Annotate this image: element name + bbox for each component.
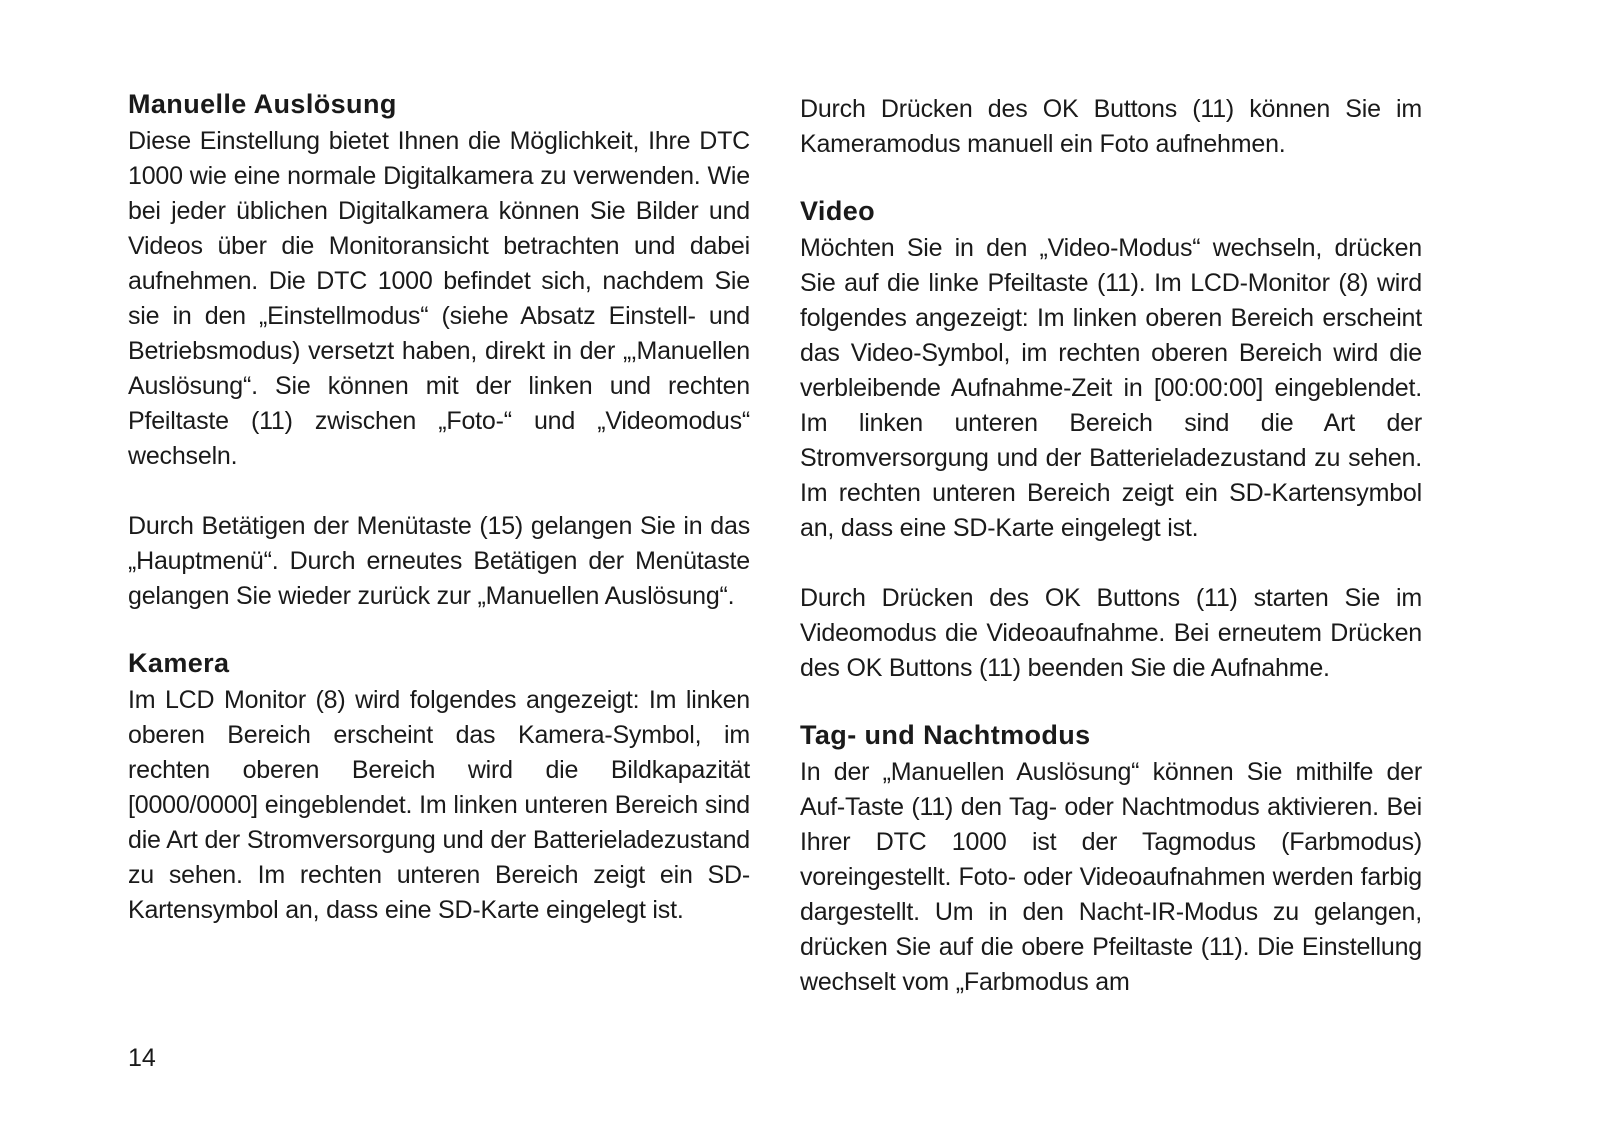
paragraph-camera: Im LCD Monitor (8) wird folgendes angezeigt: Im linken oberen Bereich erscheint das Kamera-Symbol, im rechten oberen Bereich wird die Bildkapazität [0000/0000] eingeblendet. Im linken unteren Bereich sind die Art der Stromversorgung und der Batterieladezustand zu sehen. Im rechten unteren Bereich zeigt ein SD-Kartensymbol an, dass eine SD-Karte eingelegt ist. [128, 686, 750, 924]
paragraph-ok-button-photo: Durch Drücken des OK Buttons (11) können Sie im Kameramodus manuell ein Foto aufnehmen. [800, 95, 1422, 158]
heading-camera: Kamera [128, 648, 230, 678]
heading-day-night-mode: Tag- und Nachtmodus [800, 720, 1091, 750]
paragraph-manual-release-intro: Diese Einstellung bietet Ihnen die Möglichkeit, Ihre DTC 1000 wie eine normale Digitalkamera zu verwenden. Wie bei jeder üblichen Digitalkamera können Sie Bilder und Videos über die Monitoransicht betrachten und dabei aufnehmen. Die DTC 1000 befindet sich, nachdem Sie sie in den „Einstellmodus“ (siehe Absatz Einstell- und Betriebsmodus) versetzt haben, direkt in der „‚Manuellen Auslösung“. Sie können mit der linken und rechten Pfeiltaste (11) zwischen „Foto-“ und „Videomodus“ wechseln. [128, 127, 750, 470]
right-column [800, 92, 1422, 1000]
paragraph-menu-key: Durch Betätigen der Menütaste (15) gelangen Sie in das „Hauptmenü“. Durch erneutes Betätigen der Menütaste gelangen Sie wieder zurück zur „Manuellen Auslösung“. [128, 512, 750, 610]
heading-manual-release: Manuelle Auslösung [128, 89, 397, 119]
left-column [128, 86, 750, 928]
page-number: 14 [128, 1044, 156, 1072]
paragraph-day-night-mode: In der „Manuellen Auslösung“ können Sie mithilfe der Auf-Taste (11) den Tag- oder Nachtmodus aktivieren. Bei Ihrer DTC 1000 ist der Tagmodus (Farbmodus) voreingestellt. Foto- oder Videoaufnahmen werden farbig dargestellt. Um in den Nacht-IR-Modus zu gelangen, drücken Sie auf die obere Pfeiltaste (11). Die Einstellung wechselt vom „Farbmodus am [800, 758, 1422, 996]
heading-video: Video [800, 196, 876, 226]
paragraph-video-record: Durch Drücken des OK Buttons (11) starten Sie im Videomodus die Videoaufnahme. Bei erneutem Drücken des OK Buttons (11) beenden Sie die Aufnahme. [800, 584, 1422, 682]
paragraph-video-mode: Möchten Sie in den „Video-Modus“ wechseln, drücken Sie auf die linke Pfeiltaste (11). Im LCD-Monitor (8) wird folgendes angezeigt: Im linken oberen Bereich erscheint das Video-Symbol, im rechten oberen Bereich wird die verbleibende Aufnahme-Zeit in [00:00:00] eingeblendet. Im linken unteren Bereich sind die Art der Stromversorgung und der Batterieladezustand zu sehen. Im rechten unteren Bereich zeigt ein SD-Kartensymbol an, dass eine SD-Karte eingelegt ist. [800, 234, 1422, 542]
